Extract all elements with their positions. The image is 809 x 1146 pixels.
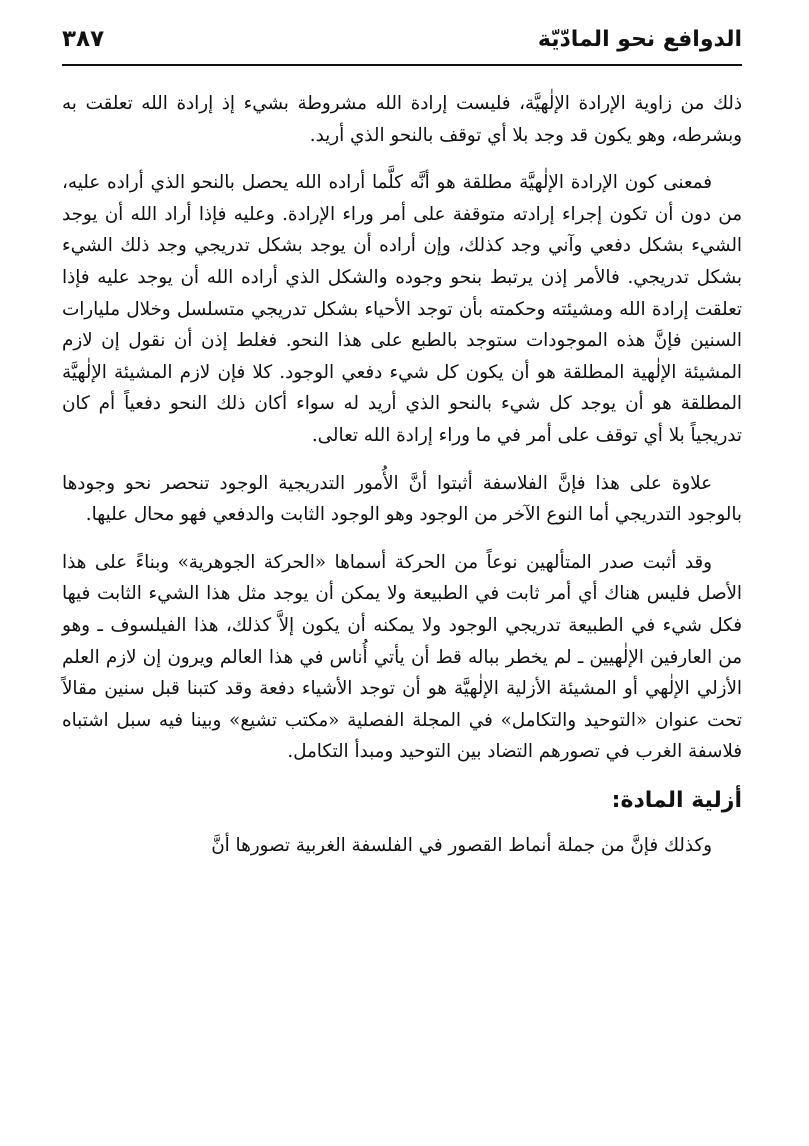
paragraph-1: ذلك من زاوية الإرادة الإلٰهيَّة، فليست إرادة الله مشروطة بشيء إذ إرادة الله تعلقت به وبشرطه، وهو يكون قد وجد بلا أي توقف بالنحو الذي أريد. — [62, 93, 742, 146]
book-page — [62, 26, 742, 877]
running-header — [62, 26, 742, 66]
running-title: الدوافع نحو المادّيّة — [537, 27, 742, 52]
paragraph-4: وقد أثبت صدر المتألهين نوعاً من الحركة أسماها «الحركة الجوهرية» وبناءً على هذا الأصل فليس هناك أي أمر ثابت في الطبيعة ولا يمكن أن يوجد مثل هذا الشيء الثابت فيها فكل شيء في الطبيعة تدريجي الوجود ولا يمكنه أن يكون إلاَّ كذلك، هذا الفيلسوف ـ وهو من العارفين الإلٰهيين ـ لم يخطر بباله قط أن يأتي أُناس في هذا العالم ويرون إن لازم العلم الأزلي الإلٰهي أو المشيئة الأزلية الإلٰهيَّة هو أن توجد الأشياء دفعة وقد كتبنا قبل سنين مقالاً تحت عنوان «التوحيد والتكامل» في المجلة الفصلية «مكتب تشيع» وبينا فيه سبل اشتباه فلاسفة الغرب في تصورهم التضاد بين التوحيد ومبدأ التكامل. — [62, 551, 742, 763]
page-number: ٣٨٧ — [62, 26, 105, 52]
section-heading: أزلية المادة: — [611, 787, 742, 813]
paragraph-3: علاوة على هذا فإنَّ الفلاسفة أثبتوا أنَّ الأُمور التدريجية الوجود تنحصر نحو وجودها بالوجود التدريجي أما النوع الآخر من الوجود وهو الوجود الثابت والدفعي فهو محال عليها. — [62, 472, 742, 526]
paragraph-2: فمعنى كون الإرادة الإلٰهيَّة مطلقة هو أنَّه كلَّما أراده الله يحصل بالنحو الذي أراده عليه، من دون أن تكون إجراء إرادته متوقفة على أمر وراء الإرادة. وعليه فإذا أراد الله أن يوجد الشيء بشكل دفعي وآني وجد كذلك، وإن أراده أن يوجد بشكل تدريجي وجد ذلك الشيء بشكل تدريجي. فالأمر إذن يرتبط بنحو وجوده والشكل الذي أراده الله أن يوجد عليه فإذا تعلقت إرادة الله ومشيئته وحكمته بأن توجد الأحياء بشكل تدريجي متسلسل وخلال مليارات السنين فإنَّ هذه الموجودات ستوجد بالطبع على هذا النحو. فغلط إذن أن نقول إن لازم المشيئة الإلٰهية المطلقة هو أن يكون كل شيء دفعي الوجود. كلا فإن لازم المشيئة الإلٰهيَّة المطلقة هو أن يوجد كل شيء بالنحو الذي أريد له سواء أكان ذلك النحو دفعياً أم كان تدريجياً بلا أي توقف على أمر في ما وراء إرادة الله تعالى. — [62, 172, 742, 446]
section-paragraph: وكذلك فإنَّ من جملة أنماط القصور في الفلسفة الغربية تصورها أنَّ — [211, 834, 712, 856]
